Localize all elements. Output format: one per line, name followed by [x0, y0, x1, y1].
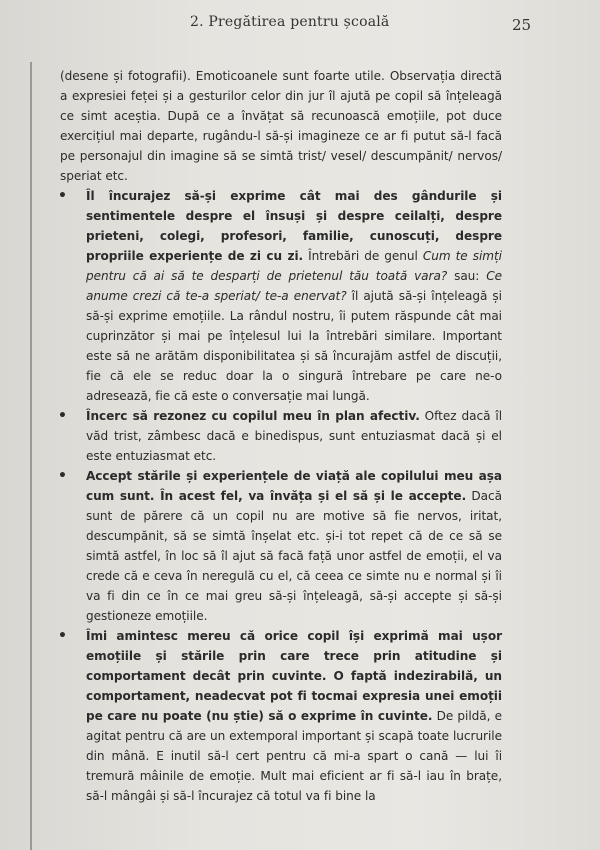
chapter-title: 2. Pregătirea pentru școală	[190, 14, 390, 30]
bullet-marker: •	[58, 188, 67, 204]
bullet-italic-text: Cum te simți pentru că ai să te desparți de prietenul tău toată vara?	[86, 249, 502, 283]
bullet-item-4	[60, 626, 502, 806]
bullet-item-1	[60, 186, 502, 406]
page-number: 25	[512, 16, 532, 34]
bullet-text	[86, 186, 502, 406]
bullet-regular-text: sau:	[447, 269, 487, 283]
bullet-regular-text: De pildă, e agitat pentru că are un extemporal important și scapă toate lucrurile din mână. E inutil să-l cert pentru că mi-a spart o cană — lui îi tremură mâinile de emoție. Mult mai eficient ar fi să-l iau în brațe, să-l mângâi și să-l încurajez că totul va fi bine la	[86, 709, 502, 803]
bullet-item-3	[60, 466, 502, 626]
margin-rule	[30, 62, 32, 850]
body-text	[60, 66, 502, 806]
bullet-text	[86, 626, 502, 806]
bullet-regular-text: îl ajută să-și înțeleagă și să-și exprime emoțiile. La rândul nostru, îi putem răspunde cât mai cuprinzător și mai pe înțelesul lui la întrebări similare. Important este să ne arătăm disponibilitatea și să încurajăm astfel de discuții, fie că ele se reduc doar la o singură întrebare pe care ne-o adresează, fie că este o conversație mai lungă.	[86, 289, 502, 403]
intro-paragraph: (desene și fotografii). Emoticoanele sunt foarte utile. Observația directă a expresiei feței și a gesturilor celor din jur îl ajută pe copil să înțeleagă ce simt aceștia. După ce a învățat să recunoască emoțiile, pot duce exercițiul mai departe, rugându-l să-și imagineze ce ar fi putut să-l facă pe personajul din imagine să se simtă trist/ vesel/ descumpănit/ nervos/ speriat etc.	[60, 69, 502, 183]
bullet-regular-text: Oftez dacă îl văd trist, zâmbesc dacă e binedispus, sunt entuziasmat dacă și el este entuziasmat etc.	[86, 409, 502, 463]
bullet-marker: •	[58, 408, 67, 424]
bullet-text	[86, 406, 502, 466]
bullet-text	[86, 466, 502, 626]
bullet-italic-text: Ce anume crezi că te-a speriat/ te-a enervat?	[86, 269, 502, 303]
bullet-regular-text: Dacă sunt de părere că un copil nu are motive să fie nervos, iritat, descumpănit, să se simtă înșelat etc. și-i tot repet că de ce să se simtă astfel, în loc să îl ajut să facă față unor astfel de emoții, el va crede că e ceva în neregulă cu el, că ceea ce simte nu e normal și îi va fi din ce în ce mai greu să-și înțeleagă, să-și accepte și să-și gestioneze emoțiile.	[86, 489, 502, 623]
bullet-marker: •	[58, 468, 67, 484]
running-head	[0, 8, 600, 38]
bullet-item-2	[60, 406, 502, 466]
bullet-bold-text: Accept stările și experiențele de viață ale copilului meu așa cum sunt. În acest fel, va învăța și el să și le accepte.	[86, 469, 502, 503]
bullet-bold-text: Îl încurajez să-și exprime cât mai des gândurile și sentimentele despre el însuși și despre ceilalți, despre prieteni, colegi, profesori, familie, cunoscuți, despre propriile experiențe de zi cu zi.	[86, 189, 502, 263]
bullet-bold-text: Îmi amintesc mereu că orice copil își exprimă mai ușor emoțiile și stările prin care trece prin atitudine și comportament decât prin cuvinte. O faptă indezirabilă, un comportament, neadecvat pot fi tocmai expresia unei emoții pe care nu poate (nu știe) să o exprime în cuvinte.	[86, 629, 502, 723]
bullet-bold-text: Încerc să rezonez cu copilul meu în plan afectiv.	[86, 409, 420, 423]
bullet-marker: •	[58, 628, 67, 644]
bullet-regular-text: Întrebări de genul	[303, 249, 423, 263]
